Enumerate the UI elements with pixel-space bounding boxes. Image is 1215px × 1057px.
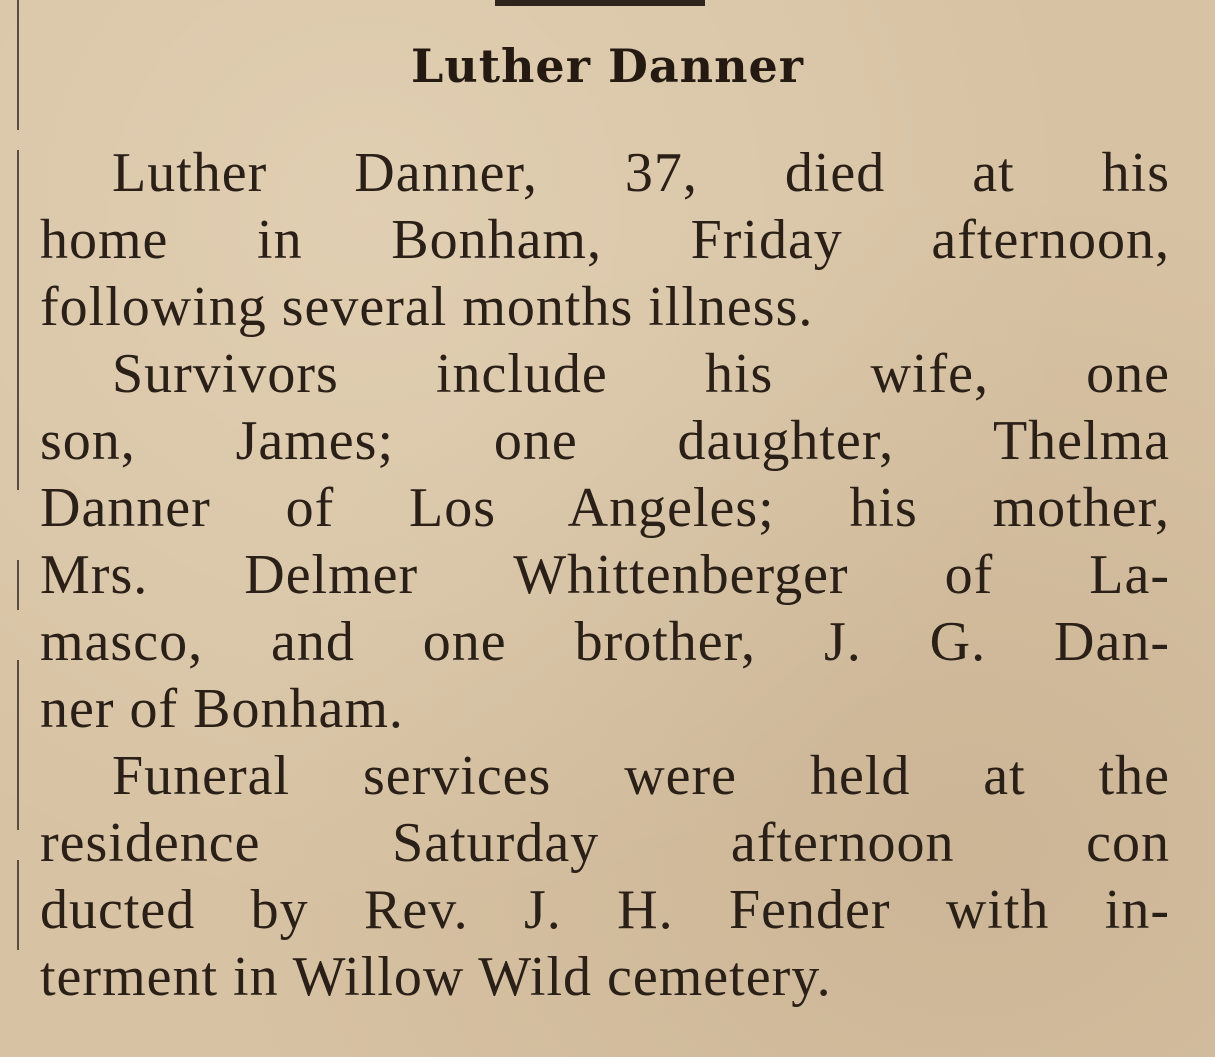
- article-line: ducted by Rev. J. H. Fender with in-: [40, 879, 1170, 941]
- article-line: home in Bonham, Friday afternoon,: [40, 209, 1170, 271]
- obituary-article: [40, 140, 1170, 1011]
- article-line: following several months illness.: [40, 276, 814, 338]
- left-column-rule: [17, 0, 19, 1000]
- article-line: Funeral services were held at the: [112, 745, 1170, 807]
- article-line: Luther Danner, 37, died at his: [112, 142, 1170, 204]
- article-line: Survivors include his wife, one: [112, 343, 1170, 405]
- article-line: masco, and one brother, J. G. Dan-: [40, 611, 1170, 673]
- paragraph-survivors: [40, 341, 1170, 743]
- article-line: son, James; one daughter, Thelma: [40, 410, 1170, 472]
- article-line: Danner of Los Angeles; his mother,: [40, 477, 1170, 539]
- paragraph-funeral: [40, 743, 1170, 1011]
- article-line: ner of Bonham.: [40, 678, 404, 740]
- article-line: residence Saturday afternoon con: [40, 812, 1170, 874]
- paragraph-death-notice: [40, 140, 1170, 341]
- obituary-headline: Luther Danner: [410, 39, 805, 93]
- article-line: Mrs. Delmer Whittenberger of La-: [40, 544, 1170, 606]
- article-line: terment in Willow Wild cemetery.: [40, 946, 832, 1008]
- top-column-rule: [495, 0, 705, 6]
